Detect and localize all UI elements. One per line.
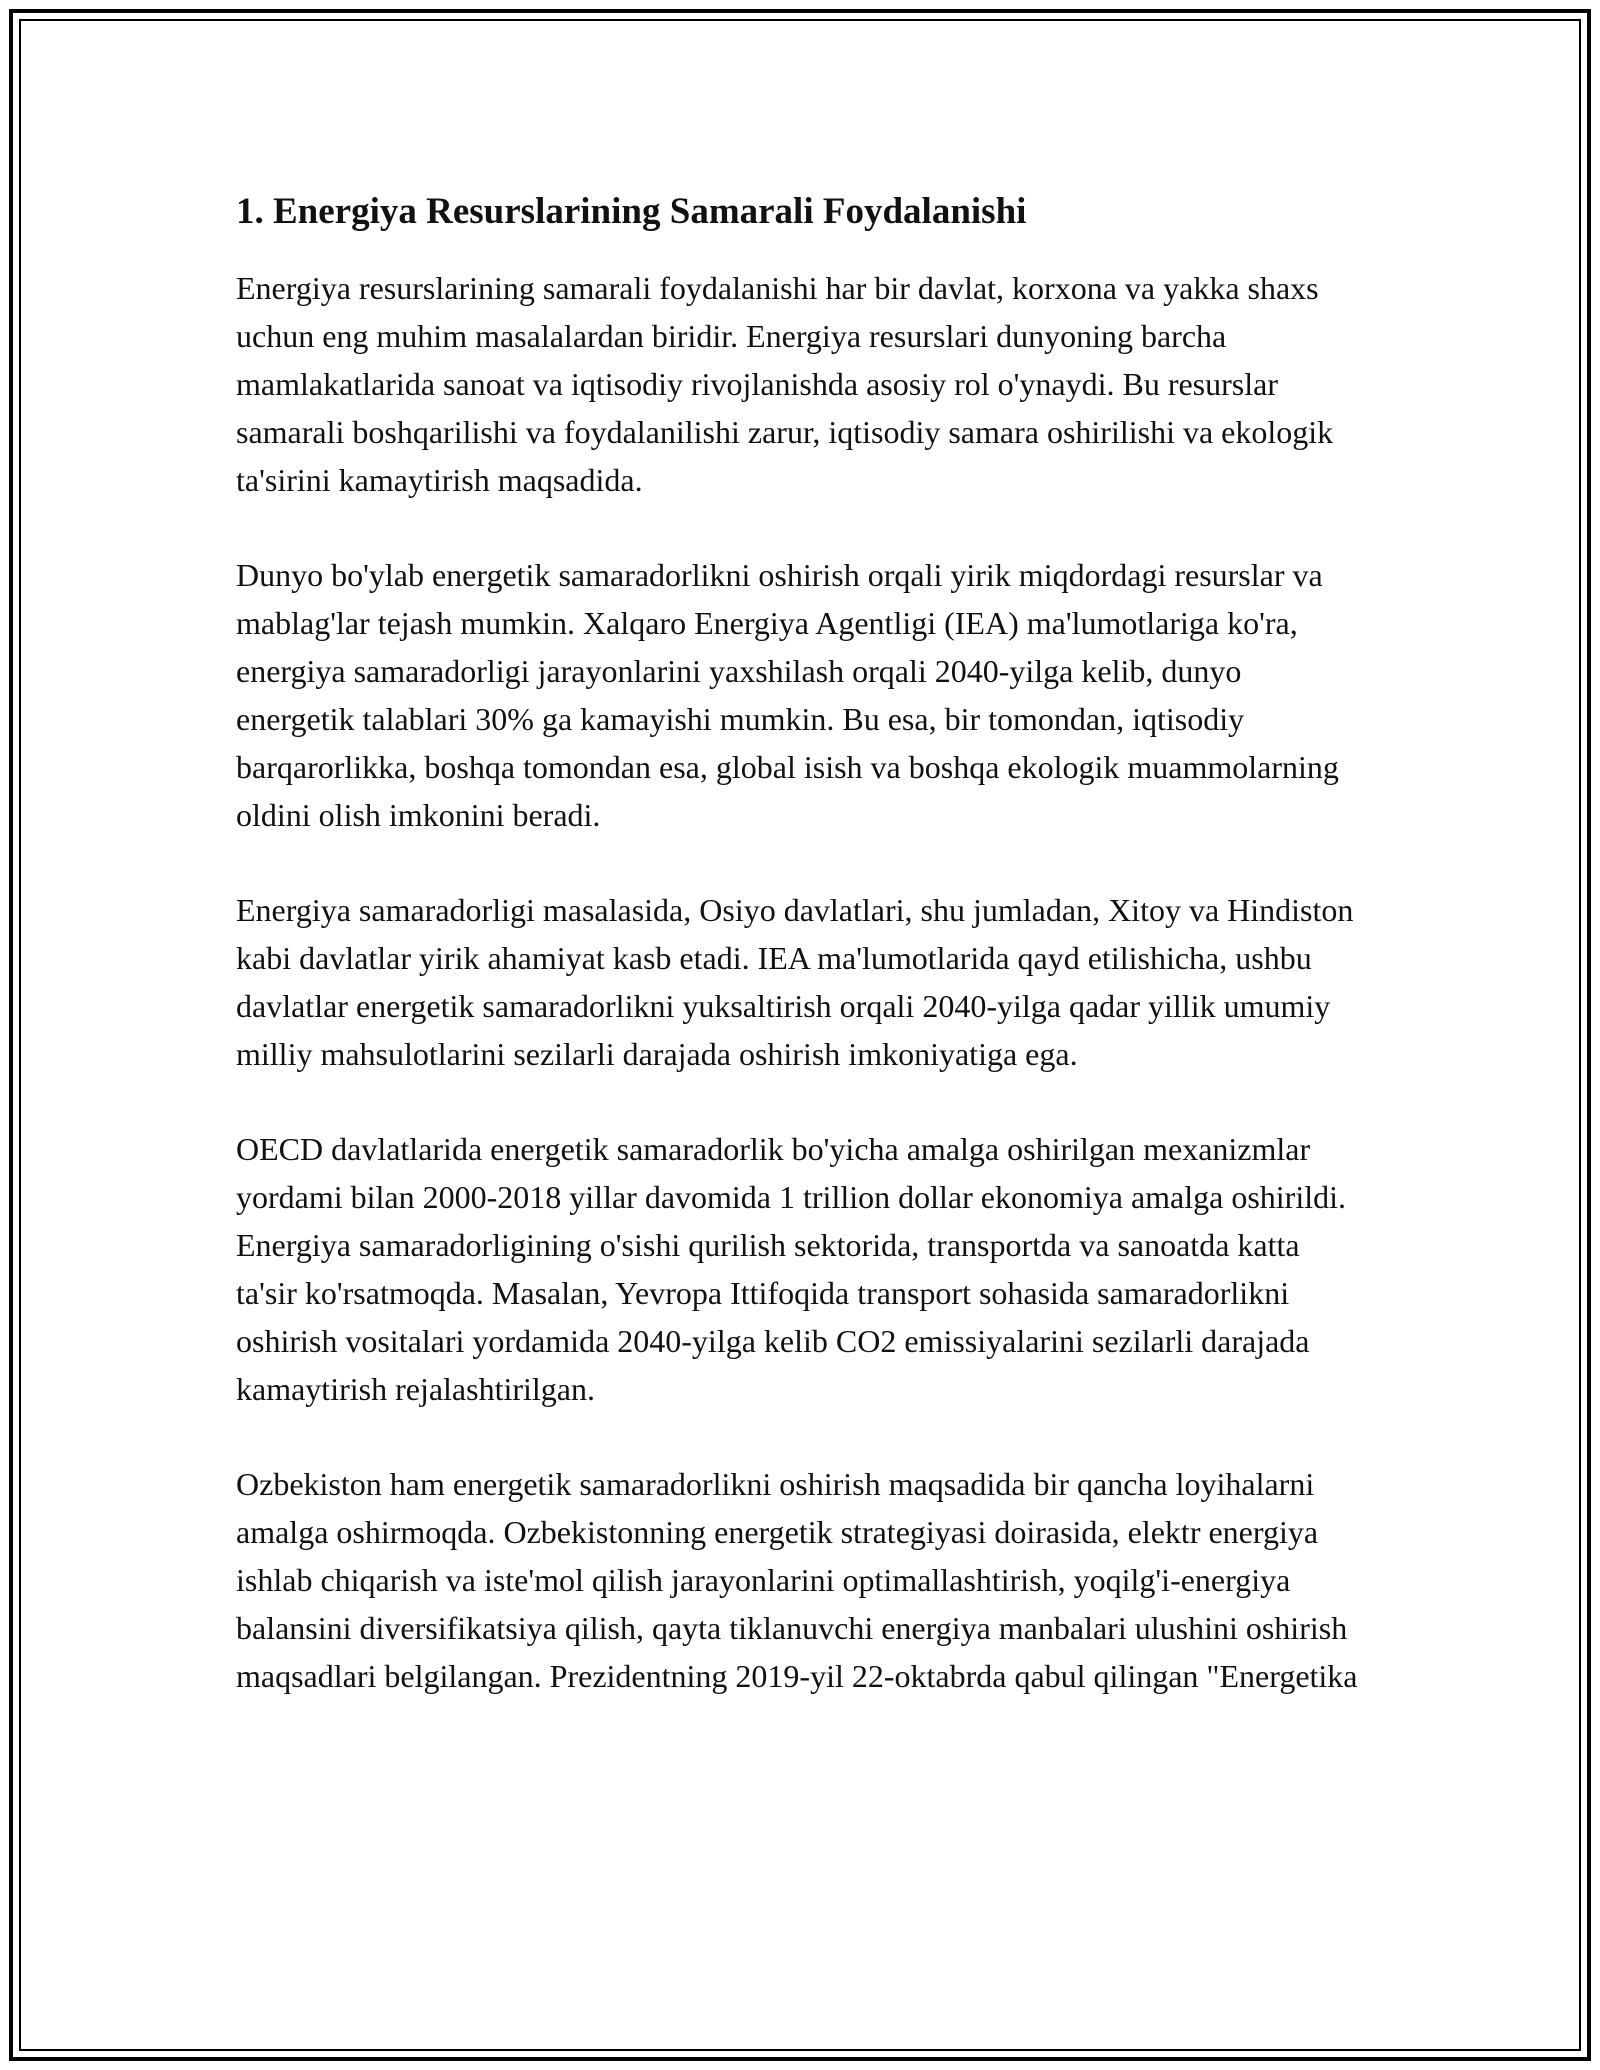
section-heading: 1. Energiya Resurslarining Samarali Foydalanishi bbox=[236, 191, 1027, 232]
paragraph-asia-countries: Energiya samaradorligi masalasida, Osiyo davlatlari, shu jumladan, Xitoy va Hindiston kabi davlatlar yirik ahamiyat kasb etadi. IEA ma'lumotlarida qayd etilishicha, ushbu davlatlar energetik samaradorlikni yuksaltirish orqali 2040-yilga qadar yillik umumiy milliy mahsulotlarini sezilarli darajada oshirish imkoniyatiga ega. bbox=[236, 892, 1354, 1072]
paragraph-energy-importance: Energiya resurslarining samarali foydalanishi har bir davlat, korxona va yakka shaxs uchun eng muhim masalalardan biridir. Energiya resurslari dunyoning barcha mamlakatlarida sanoat va iqtisodiy rivojlanishda asosiy rol o'ynaydi. Bu resurslar samarali boshqarilishi va foydalanilishi zarur, iqtisodiy samara oshirilishi va ekologik ta'sirini kamaytirish maqsadida. bbox=[236, 270, 1334, 498]
paragraph-oecd-countries: OECD davlatlarida energetik samaradorlik bo'yicha amalga oshirilgan mexanizmlar yordami bilan 2000-2018 yillar davomida 1 trillion dollar ekonomiya amalga oshirildi. Energiya samaradorligining o'sishi qurilish sektorida, transportda va sanoatda katta ta'sir ko'rsatmoqda. Masalan, Yevropa Ittifoqida transport sohasida samaradorlikni oshirish vositalari yordamida 2040-yilga kelib CO2 emissiyalarini sezilarli darajada kamaytirish rejalashtirilgan. bbox=[236, 1131, 1346, 1407]
paragraph-global-efficiency: Dunyo bo'ylab energetik samaradorlikni oshirish orqali yirik miqdordagi resurslar va mablag'lar tejash mumkin. Xalqaro Energiya Agentligi (IEA) ma'lumotlariga ko'ra, energiya samaradorligi jarayonlarini yaxshilash orqali 2040-yilga kelib, dunyo energetik talablari 30% ga kamayishi mumkin. Bu esa, bir tomondan, iqtisodiy barqarorlikka, boshqa tomondan esa, global isish va boshqa ekologik muammolarning oldini olish imkonini beradi. bbox=[236, 557, 1339, 833]
document-body bbox=[236, 186, 1366, 1700]
paragraph-uzbekistan: Ozbekiston ham energetik samaradorlikni oshirish maqsadida bir qancha loyihalarni amalga oshirmoqda. Ozbekistonning energetik strategiyasi doirasida, elektr energiya ishlab chiqarish va iste'mol qilish jarayonlarini optimallashtirish, yoqilg'i-energiya balansini diversifikatsiya qilish, qayta tiklanuvchi energiya manbalari ulushini oshirish maqsadlari belgilangan. Prezidentning 2019-yil 22-oktabrda qabul qilingan "Energetika bbox=[236, 1466, 1358, 1694]
